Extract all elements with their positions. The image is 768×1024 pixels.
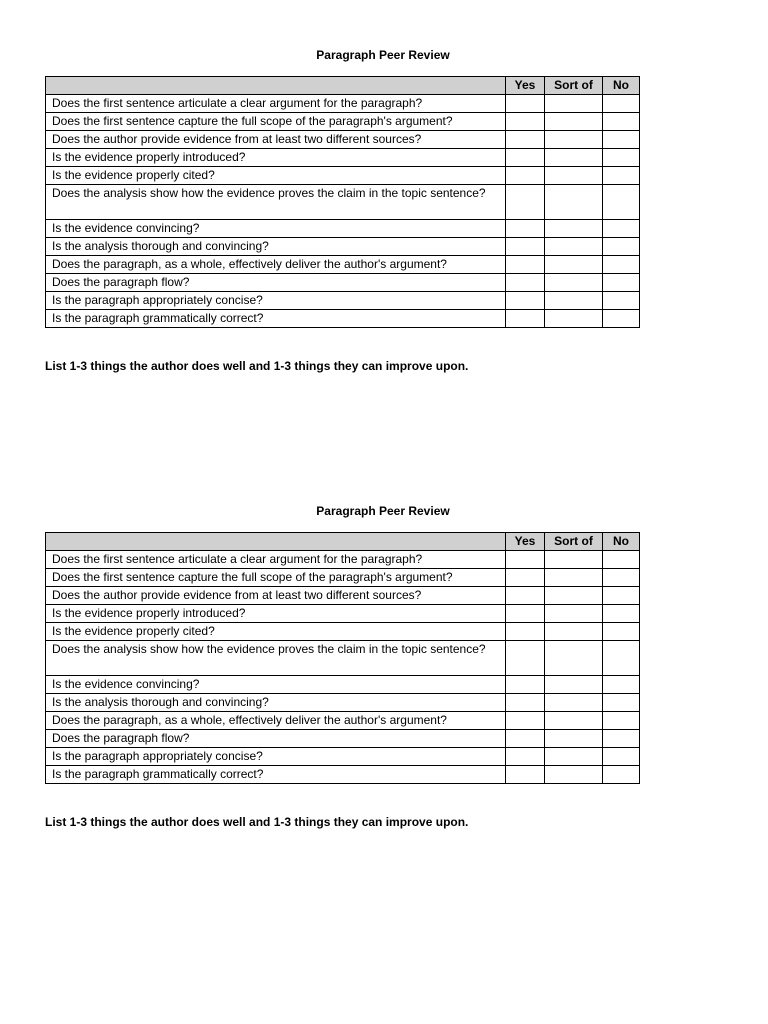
yes-cell[interactable] [506, 766, 545, 784]
table-row [46, 587, 640, 605]
table-row [46, 95, 640, 113]
yes-cell[interactable] [506, 113, 545, 131]
sort-of-cell[interactable] [545, 766, 603, 784]
sort-of-cell[interactable] [545, 238, 603, 256]
table-row [46, 113, 640, 131]
table-row [46, 569, 640, 587]
yes-cell[interactable] [506, 623, 545, 641]
sort-of-cell[interactable] [545, 569, 603, 587]
yes-cell[interactable] [506, 238, 545, 256]
table-row [46, 694, 640, 712]
review-table [45, 532, 640, 784]
no-cell[interactable] [603, 220, 640, 238]
sort-of-column-header: Sort of [545, 77, 603, 95]
sort-of-cell[interactable] [545, 694, 603, 712]
form-title: Paragraph Peer Review [316, 48, 450, 62]
sort-of-cell[interactable] [545, 748, 603, 766]
question-column-header [46, 77, 506, 95]
no-cell[interactable] [603, 605, 640, 623]
sort-of-cell[interactable] [545, 605, 603, 623]
no-cell[interactable] [603, 238, 640, 256]
form-title: Paragraph Peer Review [316, 504, 450, 518]
table-row [46, 238, 640, 256]
sort-of-cell[interactable] [545, 676, 603, 694]
yes-cell[interactable] [506, 274, 545, 292]
table-row [46, 310, 640, 328]
question-cell: Does the first sentence capture the full scope of the paragraph's argument? [46, 113, 506, 131]
no-cell[interactable] [603, 551, 640, 569]
no-cell[interactable] [603, 730, 640, 748]
table-row [46, 730, 640, 748]
review-table [45, 76, 640, 328]
sort-of-cell[interactable] [545, 310, 603, 328]
table-row [46, 274, 640, 292]
feedback-prompt: List 1-3 things the author does well and 1-3 things they can improve upon. [45, 815, 469, 829]
yes-cell[interactable] [506, 256, 545, 274]
no-cell[interactable] [603, 149, 640, 167]
sort-of-cell[interactable] [545, 167, 603, 185]
table-row [46, 149, 640, 167]
sort-of-cell[interactable] [545, 274, 603, 292]
no-cell[interactable] [603, 131, 640, 149]
table-row [46, 676, 640, 694]
question-cell: Is the paragraph grammatically correct? [46, 766, 506, 784]
question-cell: Is the analysis thorough and convincing? [46, 238, 506, 256]
no-column-header: No [603, 77, 640, 95]
no-cell[interactable] [603, 310, 640, 328]
no-cell[interactable] [603, 113, 640, 131]
yes-cell[interactable] [506, 167, 545, 185]
peer-review-form-1 [45, 46, 639, 374]
question-cell: Does the paragraph, as a whole, effectively deliver the author's argument? [46, 712, 506, 730]
yes-cell[interactable] [506, 310, 545, 328]
yes-cell[interactable] [506, 694, 545, 712]
table-row [46, 220, 640, 238]
no-cell[interactable] [603, 676, 640, 694]
question-cell: Is the evidence properly cited? [46, 623, 506, 641]
sort-of-cell[interactable] [545, 712, 603, 730]
yes-cell[interactable] [506, 676, 545, 694]
no-cell[interactable] [603, 167, 640, 185]
table-row [46, 131, 640, 149]
question-cell: Does the paragraph flow? [46, 274, 506, 292]
table-row [46, 712, 640, 730]
no-cell[interactable] [603, 256, 640, 274]
no-cell[interactable] [603, 587, 640, 605]
feedback-prompt: List 1-3 things the author does well and 1-3 things they can improve upon. [45, 359, 469, 373]
question-cell: Does the analysis show how the evidence proves the claim in the topic sentence? [46, 185, 506, 220]
yes-cell[interactable] [506, 641, 545, 676]
yes-cell[interactable] [506, 551, 545, 569]
yes-cell[interactable] [506, 95, 545, 113]
sort-of-cell[interactable] [545, 551, 603, 569]
question-cell: Is the evidence properly cited? [46, 167, 506, 185]
question-cell: Does the first sentence articulate a clear argument for the paragraph? [46, 551, 506, 569]
table-row [46, 605, 640, 623]
table-row [46, 185, 640, 220]
yes-cell[interactable] [506, 131, 545, 149]
table-row [46, 292, 640, 310]
no-cell[interactable] [603, 641, 640, 676]
question-cell: Does the author provide evidence from at least two different sources? [46, 131, 506, 149]
no-cell[interactable] [603, 712, 640, 730]
sort-of-cell[interactable] [545, 730, 603, 748]
sort-of-cell[interactable] [545, 113, 603, 131]
question-cell: Is the paragraph grammatically correct? [46, 310, 506, 328]
yes-cell[interactable] [506, 149, 545, 167]
question-cell: Is the evidence convincing? [46, 220, 506, 238]
sort-of-cell[interactable] [545, 641, 603, 676]
yes-column-header: Yes [506, 533, 545, 551]
yes-cell[interactable] [506, 730, 545, 748]
question-cell: Does the author provide evidence from at least two different sources? [46, 587, 506, 605]
sort-of-cell[interactable] [545, 185, 603, 220]
question-cell: Is the evidence properly introduced? [46, 149, 506, 167]
no-cell[interactable] [603, 748, 640, 766]
no-cell[interactable] [603, 694, 640, 712]
question-cell: Does the paragraph, as a whole, effectively deliver the author's argument? [46, 256, 506, 274]
yes-cell[interactable] [506, 185, 545, 220]
sort-of-cell[interactable] [545, 256, 603, 274]
no-cell[interactable] [603, 569, 640, 587]
table-row [46, 766, 640, 784]
no-cell[interactable] [603, 292, 640, 310]
sort-of-cell[interactable] [545, 131, 603, 149]
yes-cell[interactable] [506, 569, 545, 587]
yes-cell[interactable] [506, 292, 545, 310]
table-row [46, 623, 640, 641]
sort-of-cell[interactable] [545, 587, 603, 605]
yes-cell[interactable] [506, 748, 545, 766]
sort-of-column-header: Sort of [545, 533, 603, 551]
table-header-row [46, 533, 640, 551]
question-cell: Does the first sentence capture the full scope of the paragraph's argument? [46, 569, 506, 587]
sort-of-cell[interactable] [545, 149, 603, 167]
no-cell[interactable] [603, 766, 640, 784]
sort-of-cell[interactable] [545, 95, 603, 113]
table-row [46, 641, 640, 676]
table-row [46, 167, 640, 185]
question-cell: Does the paragraph flow? [46, 730, 506, 748]
table-header-row [46, 77, 640, 95]
no-cell[interactable] [603, 623, 640, 641]
question-cell: Is the analysis thorough and convincing? [46, 694, 506, 712]
question-cell: Does the analysis show how the evidence proves the claim in the topic sentence? [46, 641, 506, 676]
table-row [46, 748, 640, 766]
question-cell: Is the evidence convincing? [46, 676, 506, 694]
yes-cell[interactable] [506, 220, 545, 238]
no-cell[interactable] [603, 95, 640, 113]
no-cell[interactable] [603, 274, 640, 292]
peer-review-form-2 [45, 502, 639, 830]
table-row [46, 551, 640, 569]
sort-of-cell[interactable] [545, 623, 603, 641]
question-column-header [46, 533, 506, 551]
question-cell: Is the evidence properly introduced? [46, 605, 506, 623]
yes-cell[interactable] [506, 587, 545, 605]
table-row [46, 256, 640, 274]
no-column-header: No [603, 533, 640, 551]
question-cell: Does the first sentence articulate a clear argument for the paragraph? [46, 95, 506, 113]
no-cell[interactable] [603, 185, 640, 220]
question-cell: Is the paragraph appropriately concise? [46, 292, 506, 310]
yes-cell[interactable] [506, 605, 545, 623]
sort-of-cell[interactable] [545, 220, 603, 238]
question-cell: Is the paragraph appropriately concise? [46, 748, 506, 766]
yes-column-header: Yes [506, 77, 545, 95]
yes-cell[interactable] [506, 712, 545, 730]
sort-of-cell[interactable] [545, 292, 603, 310]
